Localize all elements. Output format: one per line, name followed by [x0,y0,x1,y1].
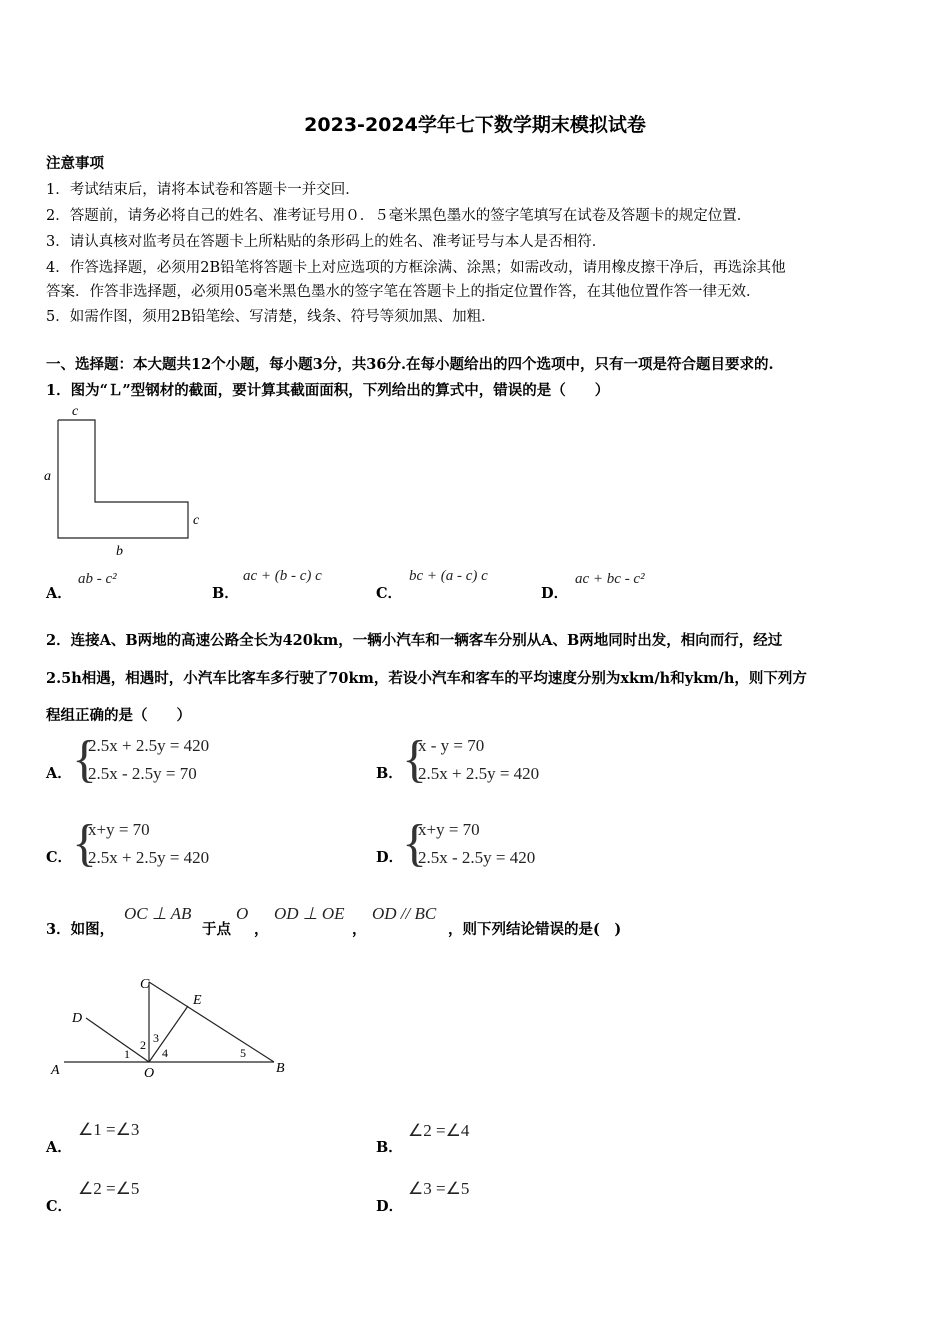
label-a: A [51,1063,60,1078]
label-c-right: c [193,513,200,528]
separator: ， [352,921,367,938]
label-a: a [44,469,51,484]
question-3-suffix: ，则下列结论错误的是( ) [448,921,622,938]
label-c: C [140,977,150,992]
equation: x+y = 70 [88,820,150,839]
angle-figure [40,968,300,1080]
brace-icon: { [402,815,427,872]
option-letter: A． [46,765,72,782]
label-d: D [72,1011,83,1026]
brace-icon: { [72,731,97,788]
option-letter: C． [46,1198,73,1215]
equation: 2.5x + 2.5y = 420 [88,736,210,755]
equation-system [418,816,535,872]
l-shape-outline [58,420,188,538]
label-o: O [144,1066,155,1080]
label-b: b [116,544,123,559]
brace-icon: { [72,815,97,872]
note-item: 答案．作答非选择题，必须用05毫米黑色墨水的签字笔在答题卡上的指定位置作答，在其他位置作答一律无效． [46,284,761,300]
label-b: B [276,1061,285,1076]
option-letter: C． [376,585,403,602]
option-expression: ab - c² [78,571,117,587]
option-letter: B． [212,585,239,602]
section-heading: 一、选择题：本大题共12个小题，每小题3分，共36分.在每小题给出的四个选项中，只有一项是符合题目要求的. [46,356,774,373]
option-expression: ∠1 =∠3 [78,1120,140,1139]
note-item: 1．考试结束后，请将本试卷和答题卡一并交回． [46,182,360,198]
option-expression: ∠2 =∠5 [78,1179,140,1198]
option-letter: C． [46,849,73,866]
equation: 2.5x - 2.5y = 420 [418,848,536,867]
equation: 2.5x - 2.5y = 70 [88,764,197,783]
option-expression: ac + (b - c) c [243,568,322,584]
question-2-line: 程组正确的是（ ） [46,707,191,724]
option-letter: B． [376,1139,403,1156]
angle-label-3: 3 [153,1031,159,1045]
label-e: E [193,993,202,1008]
note-item: 4．作答选择题，必须用2B铅笔将答题卡上对应选项的方框涂满、涂黑；如需改动，请用橡皮擦干净后，再选涂其他 [46,260,786,276]
brace-icon: { [402,731,427,788]
option-letter: D． [376,1198,404,1215]
option-letter: D． [541,585,569,602]
option-letter: D． [376,849,404,866]
condition-od-perp-oe: OD ⊥ OE [274,904,345,923]
option-letter: A． [46,1139,72,1156]
equation: 2.5x + 2.5y = 420 [88,848,210,867]
option-letter: B． [376,765,403,782]
equation-system [88,732,209,788]
equation-system [88,816,209,872]
angle-label-1: 1 [124,1047,130,1061]
option-expression: ∠2 =∠4 [408,1121,470,1140]
option-expression: ∠3 =∠5 [408,1179,470,1198]
question-3-prefix: 3．如图， [46,921,115,938]
question-1-stem: 1．图为“Ｌ”型钢材的截面，要计算其截面面积，下列给出的算式中，错误的是（ ） [46,382,610,399]
option-letter: A． [46,585,72,602]
l-shape-figure [40,398,220,560]
notes-heading: 注意事项 [46,155,104,172]
condition-oc-perp-ab: OC ⊥ AB [124,904,192,923]
angle-label-2: 2 [140,1038,146,1052]
condition-od-parallel-bc: OD // BC [372,904,437,923]
equation: 2.5x + 2.5y = 420 [418,764,540,783]
equation-system [418,732,539,788]
question-2-line: 2．连接A、B两地的高速公路全长为420km，一辆小汽车和一辆客车分别从A、B两地同时出发，相向而行，经过 [46,632,783,649]
question-3-text: 于点 [202,921,231,938]
note-item: 2．答题前，请务必将自己的姓名、准考证号用０．５毫米黑色墨水的签字笔填写在试卷及答题卡的规定位置． [46,208,752,224]
angle-label-4: 4 [162,1046,168,1060]
angle-label-5: 5 [240,1046,246,1060]
page-title: 2023-2024学年七下数学期末模拟试卷 [304,114,646,136]
option-expression: ac + bc - c² [575,571,645,587]
note-item: 3．请认真核对监考员在答题卡上所粘贴的条形码上的姓名、准考证号与本人是否相符． [46,234,607,250]
separator: ， [254,921,269,938]
equation: x - y = 70 [418,736,485,755]
note-item: 5．如需作图，须用2B铅笔绘、写清楚，线条、符号等须加黑、加粗． [46,309,496,325]
option-expression: bc + (a - c) c [409,568,488,584]
point-o: O [236,904,249,923]
label-c-top: c [72,404,79,419]
equation: x+y = 70 [418,820,480,839]
question-2-line: 2.5h相遇，相遇时，小汽车比客车多行驶了70km，若设小汽车和客车的平均速度分别为xkm/h和ykm/h，则下列方 [46,670,807,687]
